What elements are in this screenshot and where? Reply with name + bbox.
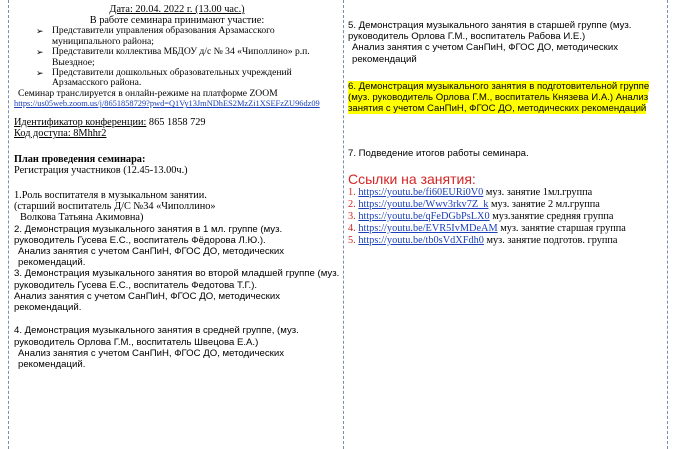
video-link[interactable]: https://youtu.be/tb0sVdXFdh0: [358, 234, 484, 246]
plan-title: План проведения семинара:: [14, 153, 146, 165]
column-divider-left: [8, 0, 9, 449]
column-divider-right: [667, 0, 668, 449]
list-item: ➢ Представители коллектива МБДОУ д/с № 34 «Чиполлино» р.п. Выездное;: [36, 47, 340, 68]
date-line: Дата: 20.04. 2022 г. (13.00 час.): [109, 4, 245, 15]
video-link[interactable]: https://youtu.be/fi60EURi0V0: [358, 186, 484, 198]
access-code: Код доступа: 8Mhhr2: [14, 128, 107, 140]
item-4-note: Анализ занятия с учетом СанПиН, ФГОС ДО, методических рекомендаций.: [18, 347, 284, 370]
video-link[interactable]: https://youtu.be/Wwv3rkv7Z_k: [358, 198, 489, 210]
item-2-note: Анализ занятия с учетом СанПиН, ФГОС ДО, методических рекомендаций.: [18, 246, 284, 269]
list-item: 5. https://youtu.be/tb0sVdXFdh0 муз. занятие подготов. группа: [348, 234, 618, 246]
conference-id: Идентификатор конференции: 865 1858 729: [14, 117, 206, 129]
right-column: [348, 0, 666, 247]
item-5: 5. Демонстрация музыкального занятия в старшей группе (муз. руководитель Орлова Г.М., воспитатель Рабова И.Е.): [348, 20, 632, 43]
video-link[interactable]: https://youtu.be/qFeDGbPsLX0: [358, 210, 490, 222]
links-list: [348, 187, 666, 247]
item-7: 7. Подведение итогов работы семинара.: [348, 148, 529, 160]
item-2: 2. Демонстрация музыкального занятия в 1 мл. группе (муз. руководитель Гусева Е.С., воспитатель Фёдорова Л.Ю.).: [14, 223, 283, 246]
list-item: 3. https://youtu.be/qFeDGbPsLX0 муз.занятие средняя группа: [348, 210, 614, 222]
list-item: 2. https://youtu.be/Wwv3rkv7Z_k муз. занятие 2 мл.группа: [348, 198, 600, 210]
participants-intro: В работе семинара принимают участие:: [89, 15, 265, 27]
broadcast-note: Семинар транслируется в онлайн-режиме на платформе ZOOM: [18, 87, 278, 99]
item-5-note: Анализ занятия с учетом СанПиН, ФГОС ДО, методических рекомендаций: [352, 42, 618, 65]
item-6: 6. Демонстрация музыкального занятия в подготовительной группе (муз. руководитель Орлова Г.М., воспитатель Князева И.А.) Анализ занятия с учетом СанПиН, ФГОС ДО, методических рекомендаций: [348, 80, 650, 115]
item-1-person: Волкова Татьяна Акимовна): [20, 212, 144, 224]
item-3: 3. Демонстрация музыкального занятия во второй младшей группе (муз. руководитель Гусева Е.С., воспитатель Федотова Т.Г.).: [14, 268, 340, 291]
list-item: ➢ Представители управления образования Арзамасского муниципального района;: [36, 26, 340, 47]
item-1-role: (старший воспитатель Д/С №34 «Чиполлино»: [14, 201, 216, 213]
links-title: Ссылки на занятия:: [348, 170, 476, 187]
item-4: 4. Демонстрация музыкального занятия в средней группе, (муз. руководитель Орлова Г.М., воспитатель Швецова Е.А.): [14, 325, 299, 348]
column-divider-middle: [343, 0, 344, 449]
list-item: 1. https://youtu.be/fi60EURi0V0 муз. занятие 1мл.группа: [348, 186, 593, 198]
left-column: [14, 0, 340, 370]
registration: Регистрация участников (12.45-13.00ч.): [14, 164, 188, 176]
video-link[interactable]: https://youtu.be/EVR5IvMDeAM: [358, 222, 498, 234]
participants-list: [14, 26, 340, 88]
list-item: 4. https://youtu.be/EVR5IvMDeAM муз. занятие старшая группа: [348, 222, 626, 234]
item-1: 1.Роль воспитателя в музыкальном занятии.: [14, 190, 207, 202]
list-item: ➢ Представители дошкольных образовательных учреждений Арзамасского района.: [36, 68, 340, 89]
item-3-note: Анализ занятия с учетом СанПиН, ФГОС ДО, методических рекомендаций.: [14, 290, 280, 314]
zoom-link[interactable]: https://us05web.zoom.us/j/8651858729?pwd=Q1Vy13JmNDhES2MzZi1XSEFzZU96dz09: [14, 99, 320, 109]
